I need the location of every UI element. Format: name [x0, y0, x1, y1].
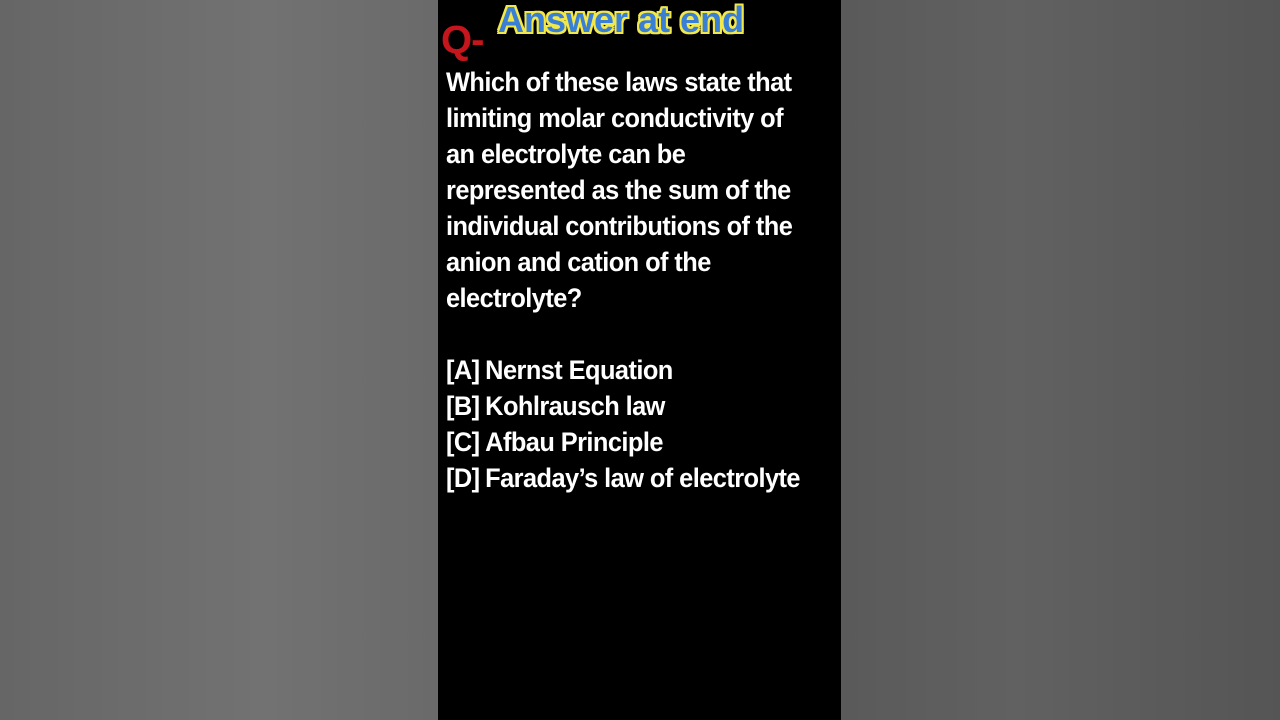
answer-options [446, 352, 808, 496]
option-letter: [B] [446, 391, 480, 421]
question-prefix: Q- [441, 18, 484, 62]
answer-at-end-banner: Answer at end [498, 0, 745, 40]
option-label: Faraday’s law of electrolyte [485, 463, 800, 493]
option-letter: [D] [446, 463, 480, 493]
question-text: Which of these laws state that limiting molar conductivity of an electrolyte can be represented as the sum of the individual contributions of the anion and cation of the electrolyte? [446, 67, 793, 313]
video-frame [438, 0, 841, 720]
right-blurred-background [841, 0, 1280, 720]
option-label: Nernst Equation [485, 355, 673, 385]
option-d [446, 460, 808, 496]
option-b [446, 388, 808, 424]
option-label: Kohlrausch law [485, 391, 665, 421]
option-label: Afbau Principle [485, 427, 663, 457]
option-c [446, 424, 808, 460]
left-blurred-background [0, 0, 438, 720]
option-letter: [A] [446, 355, 480, 385]
option-letter: [C] [446, 427, 480, 457]
option-a [446, 352, 808, 388]
